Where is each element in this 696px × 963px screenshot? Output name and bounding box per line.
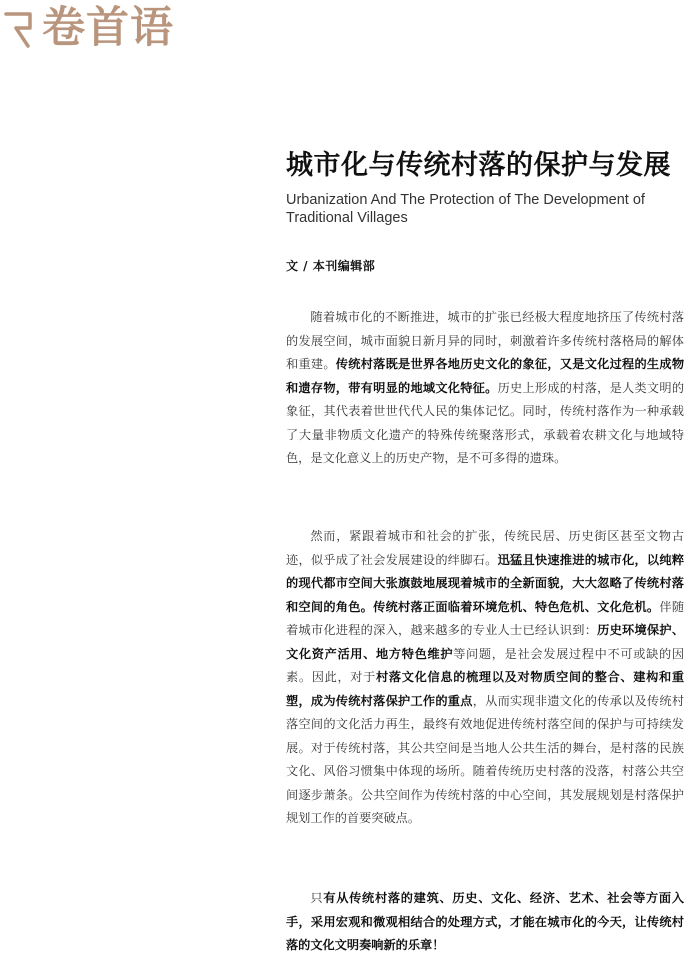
paragraph-3 — [286, 887, 684, 958]
paragraph-emphasis: 迅猛且快速推进的城市化，以纯粹的现代都市空间大张旗鼓地展现着城市的全新面貌，大大忽略了传统村落和空间的角色。传统村落正面临着环境危机、特色危机、文化危机。 — [286, 552, 685, 614]
paragraph-text: 然而，紧跟着城市和社会的扩张，传统民居、历史街区甚至文物古迹，似乎成了社会发展建设的绊脚石。 — [286, 529, 684, 567]
paragraph-text: 等问题，是社会发展过程中不可或缺的因素。因此，对于 — [286, 646, 685, 684]
paragraph-text: 随着城市化的不断推进，城市的扩张已经极大程度地挤压了传统村落的发展空间，城市面貌日新月异的同时，刺激着许多传统村落格局的解体和重建。 — [286, 310, 684, 371]
byline: 文 / 本刊编辑部 — [286, 259, 376, 273]
article-subtitle-en: Urbanization And The Protection of The Development of Traditional Villages — [286, 192, 645, 226]
paragraph-text: 历史上形成的村落，是人类文明的象征，其代表着世世代代人民的集体记忆。同时，传统村落作为一种承载了大量非物质文化遗产的特殊传统聚落形式，承载着农耕文化与地域特色，是文化意义上的历史产物，是不可多得的遗珠。 — [286, 380, 685, 465]
paragraph-text: 伴随着城市化进程的深入，越来越多的专业人士已经认识到： — [286, 599, 685, 637]
column-title: 卷首语 — [42, 3, 174, 53]
logo-mark-icon — [2, 6, 36, 50]
column-header — [0, 0, 230, 56]
paragraph-1 — [286, 306, 684, 471]
article-title: 城市化与传统村落的保护与发展 — [286, 150, 671, 181]
paragraph-emphasis: 历史环境保护、文化资产活用、地方特色维护 — [286, 623, 685, 661]
paragraph-2 — [286, 525, 684, 831]
paragraph-text: ，从而实现非遗文化的传承以及传统村落空间的文化活力再生，最终有效地促进传统村落空间的保护与可持续发展。对于传统村落，其公共空间是当地人公共生活的舞台，是村落的民族文化、风俗习惯集中体现的场所。随着传统历史村落的没落，村落公共空间逐步萧条。公共空间作为传统村落的中心空间，其发展规划是村落保护规划工作的首要突破点。 — [286, 693, 685, 825]
paragraph-emphasis: 有从传统村落的建筑、历史、文化、经济、艺术、社会等方面入手，采用宏观和微观相结合的处理方式，才能在城市化的今天，让传统村落的文化文明奏响新的乐章！ — [286, 891, 685, 952]
paragraph-emphasis: 传统村落既是世界各地历史文化的象征，又是文化过程的生成物和遗存物，带有明显的地域文化特征。 — [286, 357, 685, 395]
paragraph-emphasis: 村落文化信息的梳理以及对物质空间的整合、建构和重塑，成为传统村落保护工作的重点 — [286, 670, 685, 708]
paragraph-text: 只 — [310, 891, 324, 905]
